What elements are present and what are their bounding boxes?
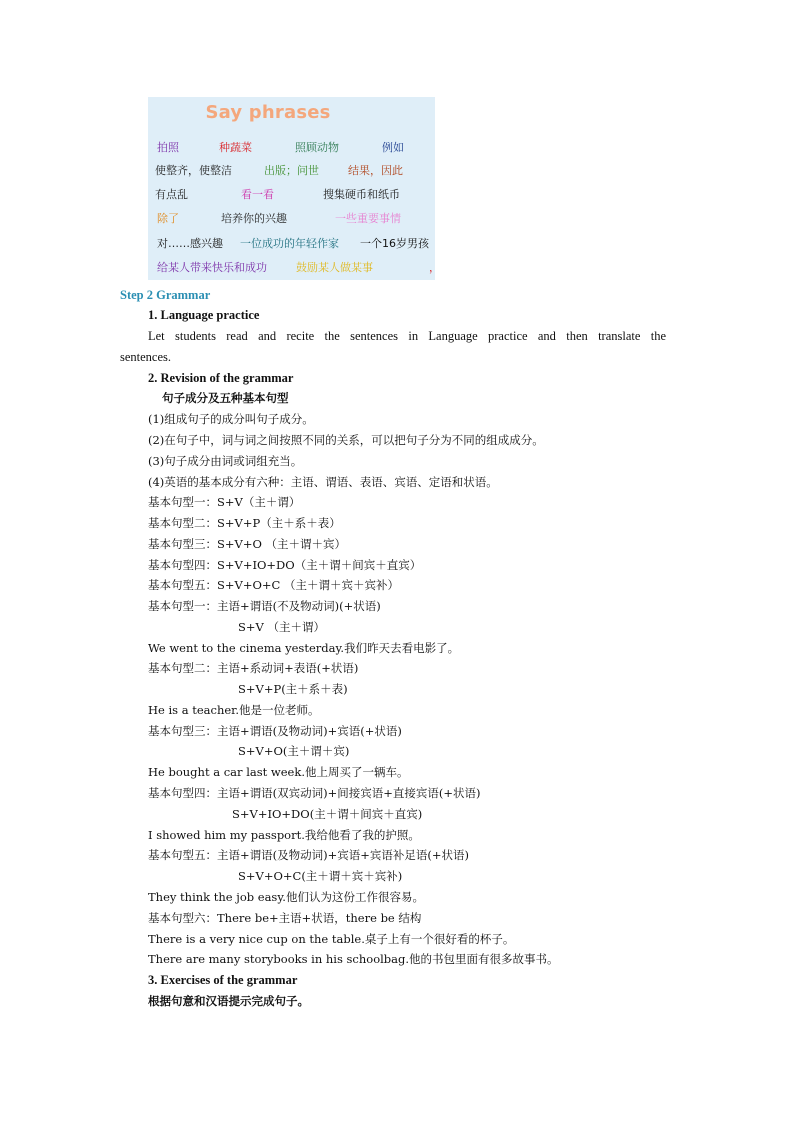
phrase-item: 培养你的兴趣	[221, 212, 287, 225]
phrase-item: 照顾动物	[295, 141, 339, 154]
phrase-item: 一些重要事情	[335, 212, 401, 225]
example-sentence: There is a very nice cup on the table.桌子上有一个很好看的杯子。	[148, 932, 515, 946]
pattern-formula: S+V+IO+DO(主＋谓＋间宾＋直宾)	[232, 807, 423, 821]
phrase-item: 对……感兴趣	[157, 237, 223, 250]
paragraph-line: (2)在句子中，词与词之间按照不同的关系，可以把句子分为不同的组成成分。	[148, 433, 544, 447]
pattern-formula: S+V+O+C(主＋谓＋宾＋宾补)	[238, 869, 403, 883]
phrase-item: 拍照	[157, 141, 179, 154]
phrase-item: 出版；问世	[264, 164, 319, 177]
pattern-line: 基本句型一：S+V（主＋谓）	[148, 495, 301, 509]
paragraph-line: (4)英语的基本成分有六种：主语、谓语、表语、宾语、定语和状语。	[148, 475, 498, 489]
phrase-box-title: Say phrases	[205, 102, 331, 123]
pattern-detail: 基本句型四：主语+谓语(双宾动词)+间接宾语+直接宾语(+状语)	[148, 786, 481, 800]
phrase-item: 搜集硬币和纸币	[323, 188, 400, 201]
phrase-item: 有点乱	[155, 188, 188, 201]
section-heading: 1. Language practice	[148, 308, 260, 322]
subheading: 根据句意和汉语提示完成句子。	[148, 994, 309, 1008]
paragraph-line: (3)句子成分由词或词组充当。	[148, 454, 303, 468]
pattern-formula: S+V （主＋谓）	[238, 620, 325, 634]
phrase-item: ，	[429, 261, 440, 274]
example-sentence: They think the job easy.他们认为这份工作很容易。	[148, 890, 424, 904]
phrase-item: 使整齐，使整洁	[155, 164, 232, 177]
say-phrases-image	[148, 97, 440, 280]
phrase-item: 结果，因此	[348, 164, 403, 177]
section-heading: 3. Exercises of the grammar	[148, 973, 298, 987]
pattern-line: 基本句型五：S+V+O+C （主＋谓＋宾＋宾补）	[148, 578, 399, 592]
phrase-item: 一个16岁男孩	[360, 237, 429, 250]
example-sentence: I showed him my passport.我给他看了我的护照。	[148, 828, 420, 842]
phrase-item: 种蔬菜	[219, 141, 252, 154]
pattern-formula: S+V+O(主＋谓＋宾)	[238, 744, 350, 758]
example-sentence: We went to the cinema yesterday.我们昨天去看电影了。	[148, 641, 460, 655]
pattern-detail: 基本句型一：主语+谓语(不及物动词)(+状语)	[148, 599, 381, 613]
pattern-detail: 基本句型三：主语+谓语(及物动词)+宾语(+状语)	[148, 724, 402, 738]
phrase-item: 例如	[382, 141, 404, 154]
example-sentence: He bought a car last week.他上周买了一辆车。	[148, 765, 409, 779]
pattern-formula: S+V+P(主＋系＋表)	[238, 682, 348, 696]
phrase-item: 除了	[157, 212, 179, 225]
pattern-line: 基本句型二：S+V+P（主＋系＋表）	[148, 516, 341, 530]
example-sentence: He is a teacher.他是一位老师。	[148, 703, 320, 717]
paragraph-line: sentences.	[120, 350, 172, 364]
paragraph-line: Let students read and recite the sentences in Language practice and then translate the	[148, 329, 666, 343]
pattern-detail: 基本句型六：There be+主语+状语，there be 结构	[148, 911, 422, 925]
pattern-detail: 基本句型五：主语+谓语(及物动词)+宾语+宾语补足语(+状语)	[148, 848, 469, 862]
pattern-line: 基本句型三：S+V+O （主＋谓＋宾）	[148, 537, 347, 551]
pattern-detail: 基本句型二：主语+系动词+表语(+状语)	[148, 661, 359, 675]
step-heading: Step 2 Grammar	[120, 288, 211, 302]
phrase-item: 一位成功的年轻作家	[240, 237, 339, 250]
section-heading: 2. Revision of the grammar	[148, 371, 294, 385]
example-sentence: There are many storybooks in his schoolbag.他的书包里面有很多故事书。	[148, 952, 559, 966]
subheading: 句子成分及五种基本句型	[162, 391, 289, 405]
phrase-item: 给某人带来快乐和成功	[157, 261, 267, 274]
phrase-item: 看一看	[241, 188, 274, 201]
pattern-line: 基本句型四：S+V+IO+DO（主＋谓＋间宾＋直宾）	[148, 558, 422, 572]
phrase-item: 鼓励某人做某事	[296, 261, 373, 274]
paragraph-line: (1)组成句子的成分叫句子成分。	[148, 412, 314, 426]
